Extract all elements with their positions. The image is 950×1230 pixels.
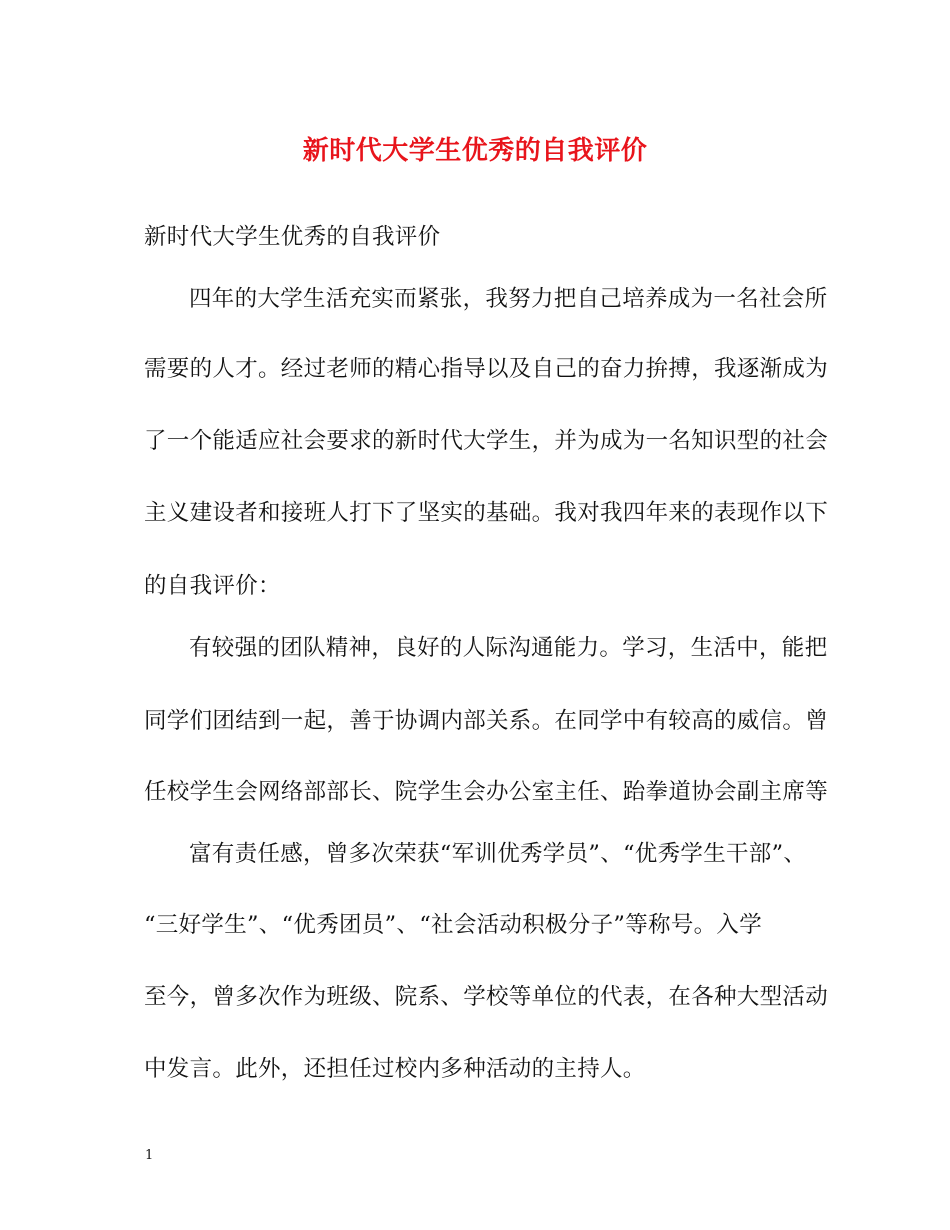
paragraph-line: 主义建设者和接班人打下了坚实的基础。我对我四年来的表现作以下 [144, 500, 829, 526]
paragraph-line: 需要的人才。经过老师的精心指导以及自己的奋力拚搏，我逐渐成为 [144, 356, 829, 382]
paragraph-line: 任校学生会网络部部长、院学生会办公室主任、跆拳道协会副主席等 [144, 779, 829, 805]
paragraph-line: 中发言。此外，还担任过校内多种活动的主持人。 [144, 1056, 646, 1082]
paragraph-line: “三好学生”、“优秀团员”、“社会活动积极分子”等称号。入学 [144, 912, 763, 938]
document-title: 新时代大学生优秀的自我评价 [302, 136, 648, 166]
paragraph-line: 了一个能适应社会要求的新时代大学生，并为成为一名知识型的社会 [144, 428, 829, 454]
paragraph-line: 至今，曾多次作为班级、院系、学校等单位的代表，在各种大型活动 [144, 984, 829, 1010]
page-number: 1 [145, 1148, 154, 1163]
paragraph-line: 的自我评价： [144, 573, 281, 599]
paragraph-line: 同学们团结到一起，善于协调内部关系。在同学中有较高的威信。曾 [144, 708, 829, 734]
paragraph-line: 四年的大学生活充实而紧张，我努力把自己培养成为一名社会所 [189, 286, 828, 312]
document-subtitle: 新时代大学生优秀的自我评价 [144, 224, 441, 250]
paragraph-line: 有较强的团队精神，良好的人际沟通能力。学习，生活中，能把 [189, 635, 828, 661]
paragraph-line: 富有责任感，曾多次荣获“军训优秀学员”、“优秀学生干部”、 [189, 841, 807, 867]
